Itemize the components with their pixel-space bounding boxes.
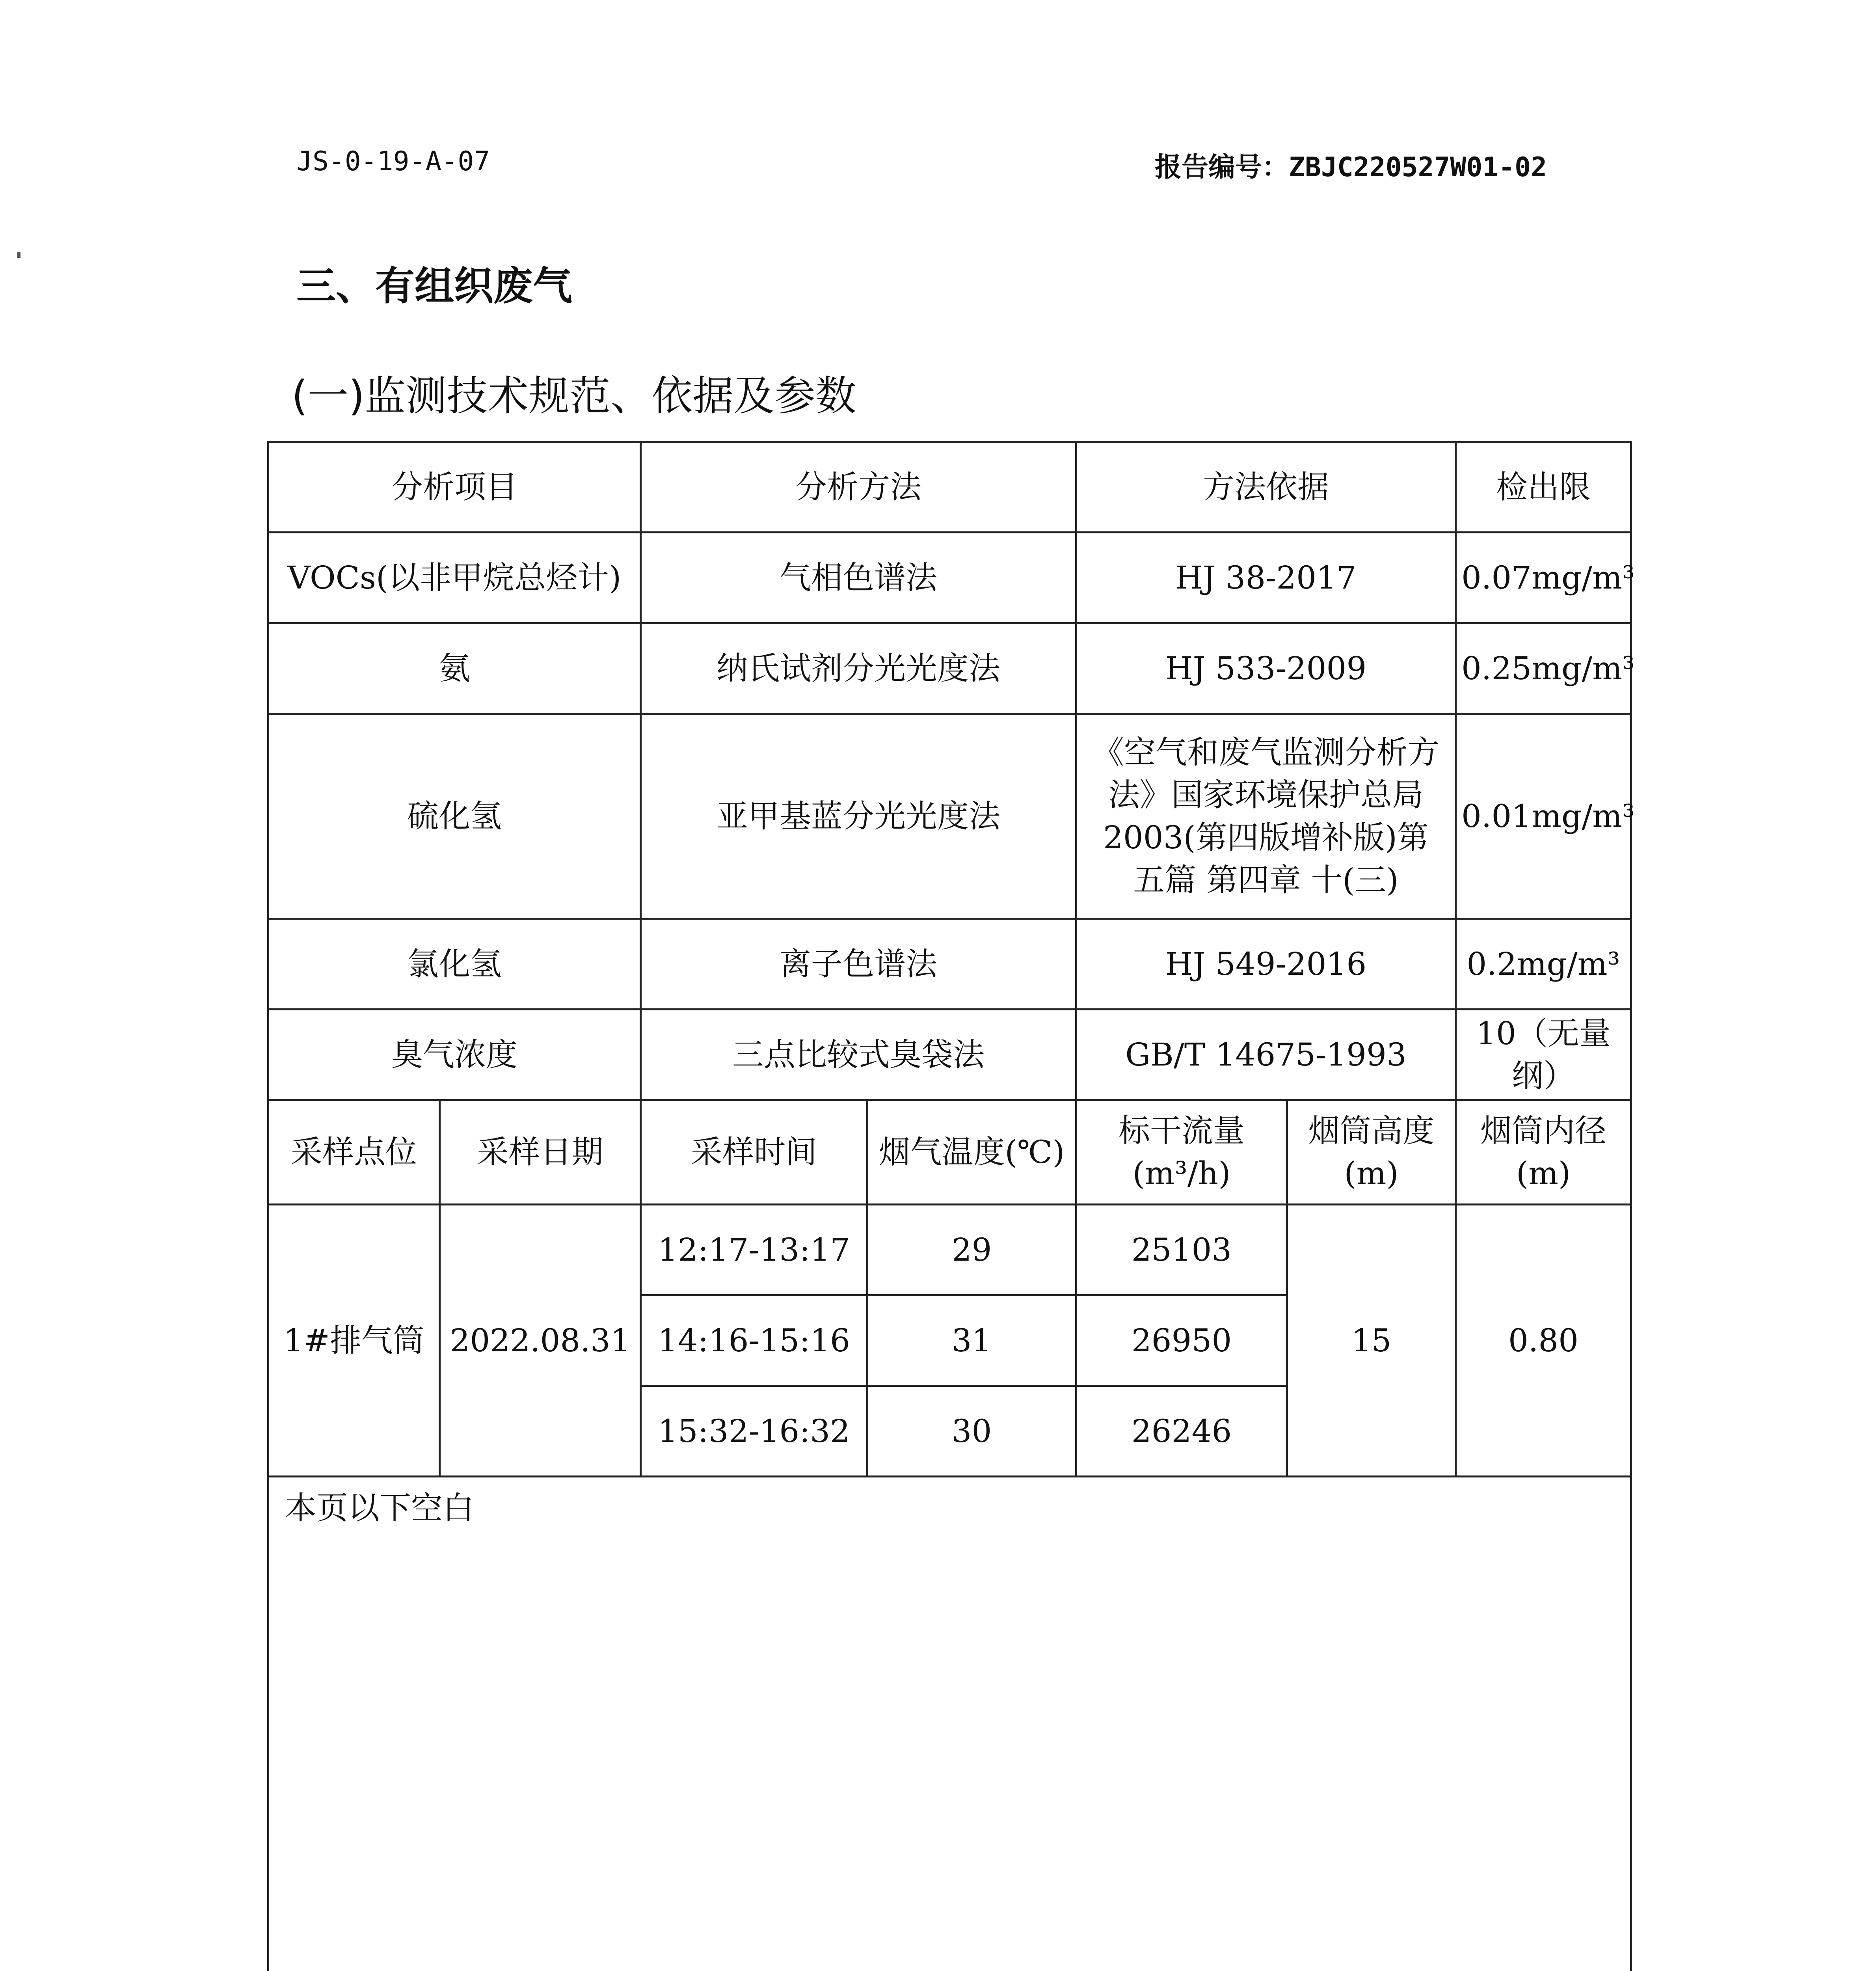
scan-mark xyxy=(17,252,20,258)
sampling-header-row xyxy=(268,1100,1631,1205)
sampling-row xyxy=(268,1205,1631,1295)
flow-rate-cell: 26246 xyxy=(1076,1386,1287,1477)
report-number: 报告编号：ZBJC220527W01-02 xyxy=(1155,152,1547,183)
sampling-header-cell: 标干流量(m³/h) xyxy=(1076,1100,1287,1205)
detection-limit-cell: 0.07mg/m³ xyxy=(1456,533,1631,623)
sampling-header-cell: 烟气温度(℃) xyxy=(867,1100,1076,1205)
methods-row xyxy=(268,533,1631,623)
analysis-item-cell: 氯化氢 xyxy=(268,919,641,1010)
flue-temp-cell: 31 xyxy=(867,1295,1076,1386)
methods-row xyxy=(268,1010,1631,1100)
sampling-time-cell: 14:16-15:16 xyxy=(641,1295,867,1386)
methods-header-cell: 分析项目 xyxy=(268,442,641,533)
method-basis-cell: HJ 549-2016 xyxy=(1076,919,1456,1010)
blank-note: 本页以下空白 xyxy=(268,1477,1631,1971)
detection-limit-cell: 0.2mg/m³ xyxy=(1456,919,1631,1010)
subsection-title: (一)监测技术规范、依据及参数 xyxy=(292,372,857,420)
flue-temp-cell: 30 xyxy=(867,1386,1076,1477)
method-basis-cell: HJ 38-2017 xyxy=(1076,533,1456,623)
blank-note-row xyxy=(268,1477,1631,1971)
method-basis-cell: GB/T 14675-1993 xyxy=(1076,1010,1456,1100)
sampling-header-cell: 采样时间 xyxy=(641,1100,867,1205)
sampling-point-cell: 1#排气筒 xyxy=(268,1205,440,1477)
analysis-method-cell: 三点比较式臭袋法 xyxy=(641,1010,1076,1100)
analysis-item-cell: VOCs(以非甲烷总烃计) xyxy=(268,533,641,623)
analysis-item-cell: 氨 xyxy=(268,623,641,714)
stack-diameter-cell: 0.80 xyxy=(1456,1205,1631,1477)
analysis-item-cell: 臭气浓度 xyxy=(268,1010,641,1100)
flow-rate-cell: 25103 xyxy=(1076,1205,1287,1295)
detection-limit-cell: 10（无量纲） xyxy=(1456,1010,1631,1100)
analysis-method-cell: 离子色谱法 xyxy=(641,919,1076,1010)
flow-rate-cell: 26950 xyxy=(1076,1295,1287,1386)
section-title: 三、有组织废气 xyxy=(296,263,572,309)
methods-header-cell: 检出限 xyxy=(1456,442,1631,533)
sampling-header-cell: 采样点位 xyxy=(268,1100,440,1205)
sampling-date-cell: 2022.08.31 xyxy=(440,1205,641,1477)
analysis-method-cell: 纳氏试剂分光光度法 xyxy=(641,623,1076,714)
analysis-method-cell: 亚甲基蓝分光光度法 xyxy=(641,714,1076,919)
methods-row xyxy=(268,714,1631,919)
methods-header-cell: 分析方法 xyxy=(641,442,1076,533)
sampling-header-cell: 采样日期 xyxy=(440,1100,641,1205)
methods-row xyxy=(268,623,1631,714)
methods-header-row xyxy=(268,442,1631,533)
method-basis-cell: 《空气和废气监测分析方法》国家环境保护总局 2003(第四版增补版)第五篇 第四章 十(三) xyxy=(1076,714,1456,919)
sampling-header-cell: 烟筒高度(m) xyxy=(1287,1100,1456,1205)
detection-limit-cell: 0.25mg/m³ xyxy=(1456,623,1631,714)
sampling-header-cell: 烟筒内径(m) xyxy=(1456,1100,1631,1205)
analysis-method-cell: 气相色谱法 xyxy=(641,533,1076,623)
methods-row xyxy=(268,919,1631,1010)
monitoring-table xyxy=(267,441,1635,1971)
sampling-time-cell: 12:17-13:17 xyxy=(641,1205,867,1295)
flue-temp-cell: 29 xyxy=(867,1205,1076,1295)
analysis-item-cell: 硫化氢 xyxy=(268,714,641,919)
detection-limit-cell: 0.01mg/m³ xyxy=(1456,714,1631,919)
sampling-time-cell: 15:32-16:32 xyxy=(641,1386,867,1477)
methods-header-cell: 方法依据 xyxy=(1076,442,1456,533)
stack-height-cell: 15 xyxy=(1287,1205,1456,1477)
method-basis-cell: HJ 533-2009 xyxy=(1076,623,1456,714)
document-code: JS-0-19-A-07 xyxy=(296,146,490,177)
